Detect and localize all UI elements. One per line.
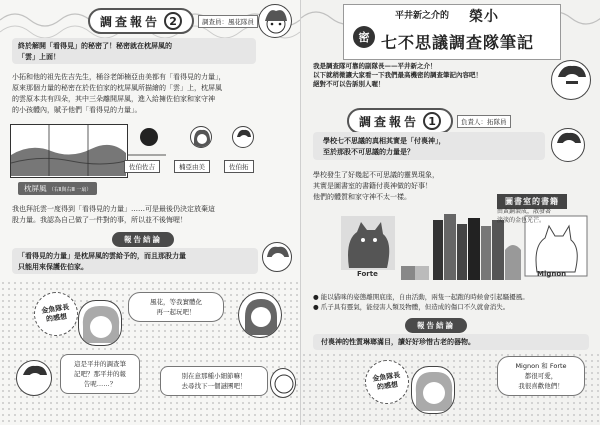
- speech-bubble-2: [60, 354, 140, 394]
- feature-bullets: [313, 292, 593, 312]
- person-name-yumi: 楠亞由美: [174, 160, 210, 173]
- report-header-2: [88, 8, 258, 34]
- right-body-line-2: 其實是圖書室的書籍付喪神做的好事！: [313, 182, 432, 190]
- cat-name-mignon: Mignon: [537, 270, 567, 278]
- fuka-small-avatar: [262, 242, 292, 272]
- tsukumogami-avatar: [238, 292, 282, 338]
- goldfish-girl-avatar-right: [411, 366, 455, 414]
- conclusion-box: [12, 248, 258, 274]
- books-row: [433, 214, 504, 280]
- conclusion-label-right: 報告結論: [405, 318, 467, 333]
- speech-bubble-1: [128, 292, 224, 322]
- conclusion-line-1: 「看得見的力量」是枕屏風的雲給予的，而且那股力量: [18, 252, 186, 260]
- badge-right-line-2: 的感想: [376, 380, 399, 392]
- hirai-portrait: [551, 60, 591, 100]
- taku-portrait: [551, 128, 585, 162]
- library-bookshelf-illustration: [341, 210, 591, 290]
- bubble-right-line-2: 都很可愛，: [524, 372, 558, 380]
- library-caption-line-1: 由黃銅製成，散發著: [497, 208, 552, 215]
- report-title-right: 調查報告: [359, 114, 420, 129]
- taku-avatar: [232, 126, 254, 148]
- library-books-sign: 圖書室的書籍: [497, 194, 567, 209]
- body-line-3: 的雲原本共有四朵，其中三朵離開屏風，進入給擁佐伯家和家守神: [12, 95, 215, 103]
- body-line-2: 原來那個力量的秘密在於佐伯家的枕屏風所描繪的「雲」上，枕屏風: [12, 84, 222, 92]
- person-name-taku: 佐伯拓: [224, 160, 254, 173]
- right-page: [300, 0, 600, 425]
- report-number: 2: [164, 12, 182, 30]
- body2-line-2: 股力量。我認為自己做了一件對的事，所以並不後悔喔！: [12, 216, 187, 224]
- body-text: [12, 72, 290, 116]
- bubble3-line-1: 別在意那種小細節嘛！: [181, 372, 247, 380]
- bubble3-line-2: 去尋找下一個謎團吧！: [181, 382, 247, 390]
- title-school: 榮小: [469, 9, 499, 25]
- fuka-avatar: [258, 4, 292, 38]
- report-label-right: [347, 108, 453, 134]
- bubble-right-line-1: Mignon 和 Forte: [515, 362, 567, 370]
- report-label: [88, 8, 194, 34]
- conclusion-box-right: [313, 334, 589, 350]
- right-intro-line-3: 絕對不可以告訴別人喔！: [313, 80, 385, 88]
- speech-bubble-right: [497, 356, 585, 396]
- title-subtitle: 平井新之介的: [395, 11, 450, 21]
- folding-screen-illustration: [10, 124, 128, 178]
- bubble2-line-1: 這是平井的調查筆: [74, 360, 126, 368]
- bullet-1: ● 能以貓咪的姿態離開底座，自由活動，兩隻一起跑的時候會引起騷擾風。: [313, 293, 529, 301]
- bullet-2: ● 爪子具有靈氣，能侵害人類及物體，但造成的傷口不久就會消失。: [313, 303, 510, 311]
- badge-line-1: 金魚隊長: [40, 303, 70, 315]
- hirai-avatar: [16, 360, 52, 396]
- folding-screen-label: [18, 182, 97, 195]
- bubble-right-line-3: 我很喜歡他們！: [518, 382, 564, 390]
- library-caption: [497, 206, 551, 224]
- badge-right-line-1: 金魚隊長: [371, 371, 401, 383]
- right-intro: [313, 62, 553, 89]
- captain-avatar: [270, 368, 296, 398]
- report-number-right: 1: [423, 112, 441, 130]
- title-main: 七不思議調查隊筆記: [381, 33, 535, 52]
- conclusion-label: 報告結論: [112, 232, 174, 247]
- report-header-1: [347, 108, 511, 134]
- bubble1-line-1: 風花，等我實體化: [150, 298, 202, 306]
- cat-name-forte: Forte: [357, 270, 378, 278]
- right-body: [313, 170, 513, 203]
- badge-line-2: 的感想: [45, 312, 68, 324]
- person-name-sakichi: 佐伯佐吉: [124, 160, 160, 173]
- right-intro-line-2: 以下就稍微讓大家看一下我們最高機密的調查筆記內容吧！: [313, 71, 482, 79]
- speech-bubble-3: [160, 366, 268, 396]
- report-byline-right: 負責人：拓隊員: [457, 115, 511, 128]
- report-byline: 調查員：風花隊員: [198, 15, 258, 28]
- body-line-4: 的小孩體內，賦予他們「看得見的力量」。: [12, 106, 142, 114]
- report-title: 調查報告: [100, 14, 161, 29]
- right-body-line-3: 他們的體質和家守神不太一樣。: [313, 193, 411, 201]
- question-line-1: 學校七不思議的真相其實是「付喪神」，: [323, 137, 446, 145]
- body-line-1: 小拓和他的祖先佐吉先生，桶谷老師楠亞由美都有「看得見的力量」，: [12, 73, 226, 81]
- goldfish-girl-avatar: [78, 300, 122, 346]
- yumi-avatar: [190, 126, 212, 148]
- body2-line-1: 我也拜託雲一度得到「看得見的力量」……可是最後仍決定放棄這: [12, 205, 215, 213]
- library-caption-line-2: 淡淡的金色光芒。: [497, 217, 546, 224]
- question-box: [313, 132, 545, 160]
- intro-box: [12, 38, 256, 64]
- folding-screen-name: 枕屏風: [24, 184, 47, 193]
- question-line-2: 至於那股不可思議的力量是？: [323, 148, 414, 156]
- person-silhouette-icon: [140, 128, 158, 146]
- intro-line-1: 終於解開「看得見」的秘密了！秘密就在枕屏風的: [18, 42, 172, 50]
- folding-screen-sub: （右Ⅱ與右Ⅲ 一扇）: [48, 187, 92, 193]
- intro-line-2: 「雲」上面！: [18, 53, 60, 61]
- bubble1-line-2: 再一起玩吧！: [156, 308, 196, 316]
- conclusion-text-right: 付喪神的性質琳瑯滿目，讀好好珍惜古老的器物。: [321, 338, 475, 346]
- conclusion-line-2: 只能用來保護佐伯家。: [18, 263, 88, 271]
- right-body-line-1: 學校發生了好幾起不可思議的靈異現象，: [313, 171, 439, 179]
- body2-text: [12, 204, 290, 226]
- right-intro-line-1: 我是調查隊可靠的副隊長——平井新之介！: [313, 62, 437, 70]
- bubble2-line-2: 記吧？那平井的報: [74, 370, 126, 378]
- secret-seal-icon: 密: [353, 26, 375, 48]
- bubble2-line-3: 告呢……？: [83, 380, 117, 388]
